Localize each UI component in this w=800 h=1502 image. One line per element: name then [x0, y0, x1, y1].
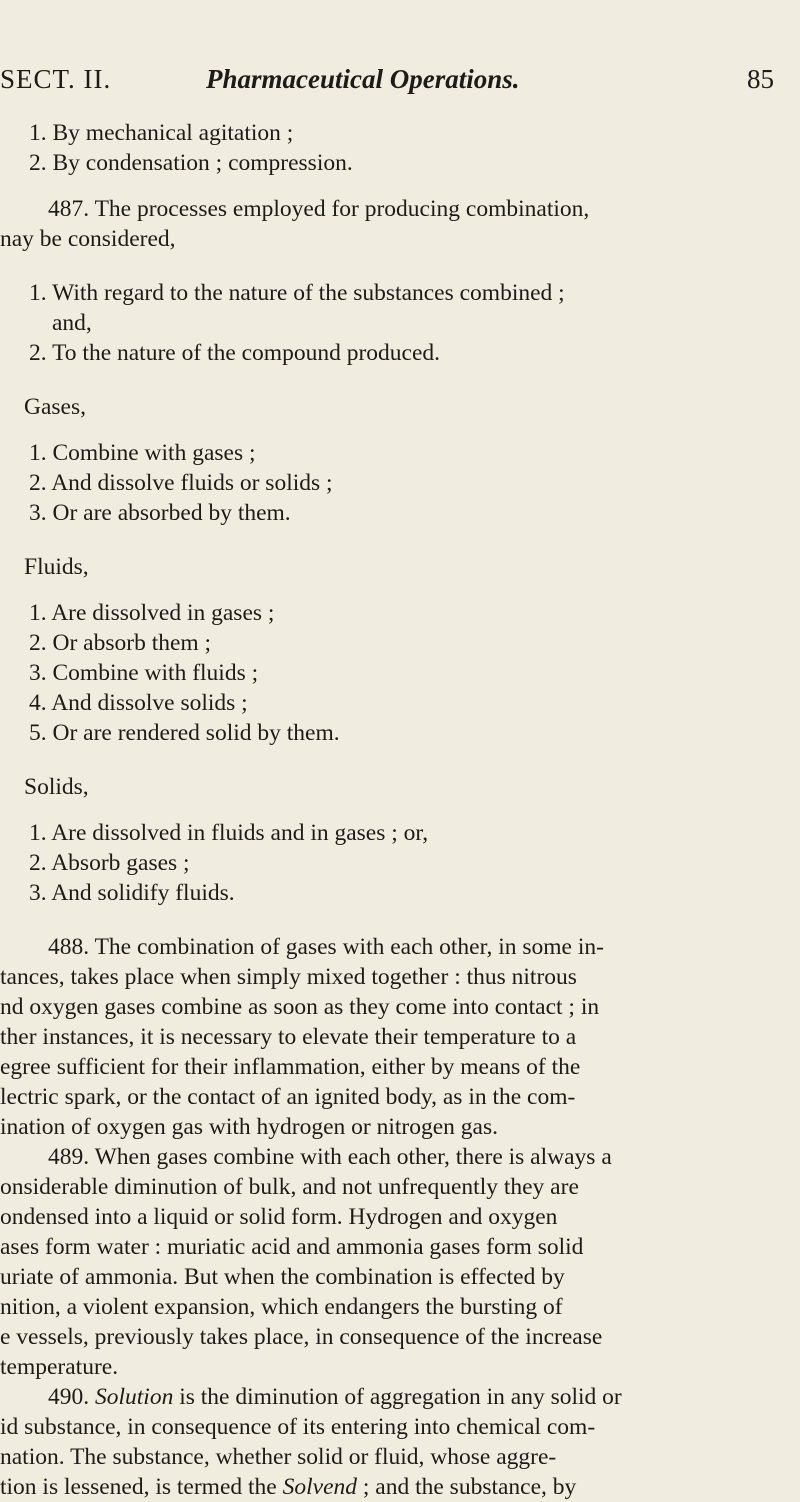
- text-line: [0, 1472, 782, 1502]
- text-line: temperature.: [0, 1354, 119, 1380]
- list-item: 2. And dissolve fluids or solids ;: [29, 470, 333, 496]
- list-item: 3. Or are absorbed by them.: [29, 500, 291, 526]
- list-item: 5. Or are rendered solid by them.: [29, 720, 340, 746]
- text-line: egree sufficient for their inflammation, either by means of the: [0, 1054, 581, 1080]
- list-item-continuation: and,: [52, 310, 92, 336]
- text-line: 487. The processes employed for producing combination,: [48, 196, 590, 222]
- text-line: nd oxygen gases combine as soon as they come into contact ; in: [0, 994, 600, 1020]
- page-number: 85: [747, 64, 774, 94]
- section-heading-fluids: Fluids,: [24, 554, 89, 580]
- text-fragment: ; and the substance, by: [357, 1474, 577, 1500]
- list-item: 3. And solidify fluids.: [29, 880, 235, 906]
- text-fragment: tion is lessened, is termed the: [0, 1474, 283, 1500]
- paragraph-489: [0, 1142, 782, 1382]
- list-item: 2. Absorb gases ;: [29, 850, 190, 876]
- text-fragment: is the diminution of aggregation in any solid or: [173, 1384, 622, 1410]
- page-body: [0, 118, 782, 1502]
- list-item: 2. By condensation ; compression.: [29, 150, 353, 176]
- list-item: 1. With regard to the nature of the substances combined ;: [29, 280, 565, 306]
- section-heading-solids: Solids,: [24, 774, 89, 800]
- list-item: 4. And dissolve solids ;: [29, 690, 248, 716]
- text-line: [0, 1382, 782, 1412]
- section-heading-gases: Gases,: [24, 394, 86, 420]
- text-line: onsiderable diminution of bulk, and not unfrequently they are: [0, 1174, 579, 1200]
- paragraph-488: [0, 932, 782, 1142]
- text-line: ases form water : muriatic acid and ammonia gases form solid: [0, 1234, 584, 1260]
- section-label: SECT. II.: [0, 64, 112, 94]
- text-line: lectric spark, or the contact of an ignited body, as in the com-: [0, 1084, 576, 1110]
- paragraph-490: [0, 1382, 782, 1502]
- text-line: nay be considered,: [0, 226, 176, 252]
- list-item: 1. Are dissolved in gases ;: [29, 600, 275, 626]
- text-line: e vessels, previously takes place, in consequence of the increase: [0, 1324, 603, 1350]
- text-line: 489. When gases combine with each other, there is always a: [48, 1144, 612, 1170]
- list-item: 1. By mechanical agitation ;: [29, 120, 294, 146]
- text-line: ination of oxygen gas with hydrogen or nitrogen gas.: [0, 1114, 498, 1140]
- text-line: nation. The substance, whether solid or fluid, whose aggre-: [0, 1444, 557, 1470]
- term-solution: Solution: [95, 1384, 174, 1410]
- text-line: nition, a violent expansion, which endangers the bursting of: [0, 1294, 563, 1320]
- list-item: 2. Or absorb them ;: [29, 630, 212, 656]
- term-solvend: Solvend: [282, 1474, 357, 1500]
- list-item: 1. Combine with gases ;: [29, 440, 256, 466]
- text-line: ther instances, it is necessary to elevate their temperature to a: [0, 1024, 577, 1050]
- list-item: 3. Combine with fluids ;: [29, 660, 259, 686]
- list-item: 2. To the nature of the compound produced.: [29, 340, 441, 366]
- text-line: tances, takes place when simply mixed together : thus nitrous: [0, 964, 577, 990]
- paragraph-487: [0, 194, 782, 254]
- paragraph-number: 490.: [48, 1384, 90, 1410]
- running-header: [0, 64, 800, 104]
- text-line: uriate of ammonia. But when the combination is effected by: [0, 1264, 565, 1290]
- running-title: Pharmaceutical Operations.: [206, 64, 520, 94]
- list-item: 1. Are dissolved in fluids and in gases ; or,: [29, 820, 429, 846]
- text-line: 488. The combination of gases with each other, in some in-: [48, 934, 604, 960]
- text-line: id substance, in consequence of its entering into chemical com-: [0, 1414, 596, 1440]
- text-line: ondensed into a liquid or solid form. Hydrogen and oxygen: [0, 1204, 558, 1230]
